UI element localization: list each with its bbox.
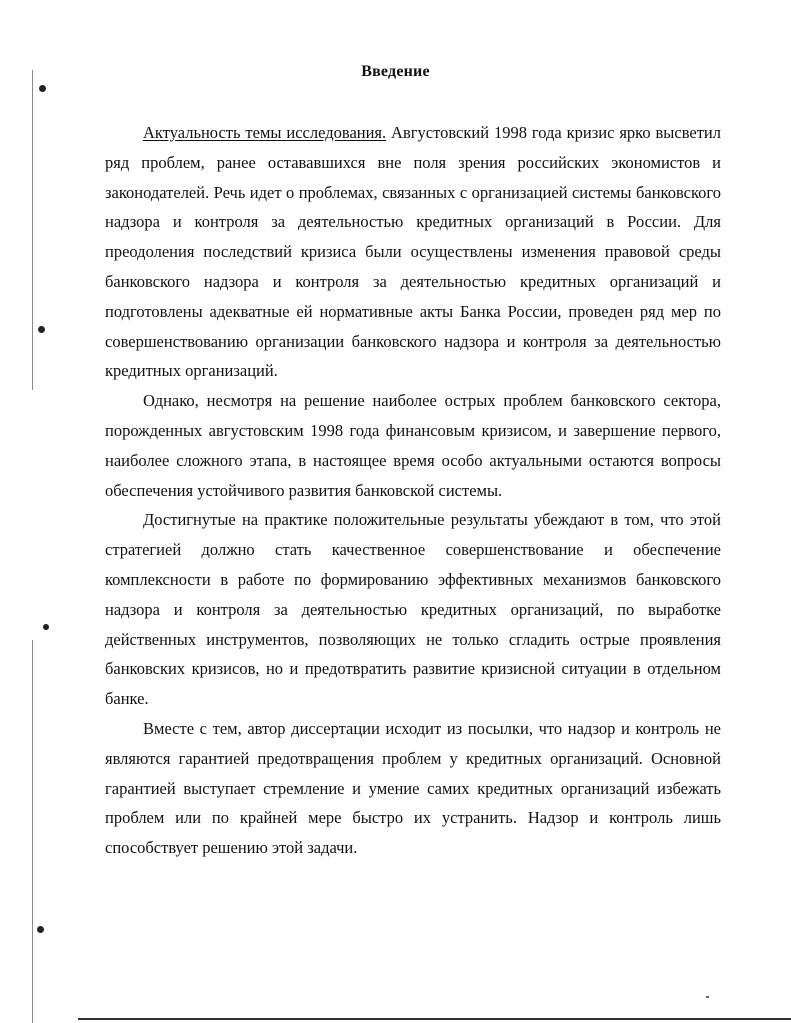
scan-edge-line — [32, 70, 33, 390]
body-text — [105, 118, 721, 863]
bottom-edge-line — [78, 1018, 791, 1020]
paragraph: Достигнутые на практике положительные результаты убеждают в том, что этой стратегией должно стать качественное совершенствование и обеспечение комплексности в работе по формированию эффективных механизмов банковского надзора и контроля за деятельностью кредитных организаций, по выработке действенных инструментов, позволяющих не только сгладить острые проявления банковских кризисов, но и предотвратить развитие кризисной ситуации в отдельном банке. — [105, 510, 721, 709]
scan-edge-line — [32, 640, 33, 1023]
binder-hole-mark — [43, 624, 49, 630]
binder-hole-mark — [38, 326, 45, 333]
binder-hole-mark — [37, 926, 44, 933]
underlined-lead: Актуальность темы исследования. — [143, 123, 387, 142]
binder-hole-mark — [39, 85, 46, 92]
scan-speck — [706, 996, 709, 998]
page-title: Введение — [361, 63, 430, 80]
paragraph: Вместе с тем, автор диссертации исходит из посылки, что надзор и контроль не являются гарантией предотвращения проблем у кредитных организаций. Основной гарантией выступает стремление и умение самих кредитных организаций избежать проблем или по крайней мере быстро их устранить. Надзор и контроль лишь способствует решению этой задачи. — [105, 718, 721, 858]
paragraph-text: Августовский 1998 года кризис ярко высветил ряд проблем, ранее остававшихся вне поля зрения российских экономистов и законодателей. Речь идет о проблемах, связанных с организацией системы банковского надзора и контроля за деятельностью кредитных организаций в России. Для преодоления последствий кризиса были осуществлены изменения правовой среды банковского надзора и контроля за деятельностью кредитных организаций и подготовлены адекватные ей нормативные акты Банка России, проведен ряд мер по совершенствованию организации банковского надзора и контроля за деятельностью кредитных организаций. — [105, 123, 721, 381]
paragraph — [105, 118, 721, 386]
paragraph: Однако, несмотря на решение наиболее острых проблем банковского сектора, порожденных августовским 1998 года финансовым кризисом, и завершение первого, наиболее сложного этапа, в настоящее время особо актуальными остаются вопросы обеспечения устойчивого развития банковской системы. — [105, 391, 721, 500]
